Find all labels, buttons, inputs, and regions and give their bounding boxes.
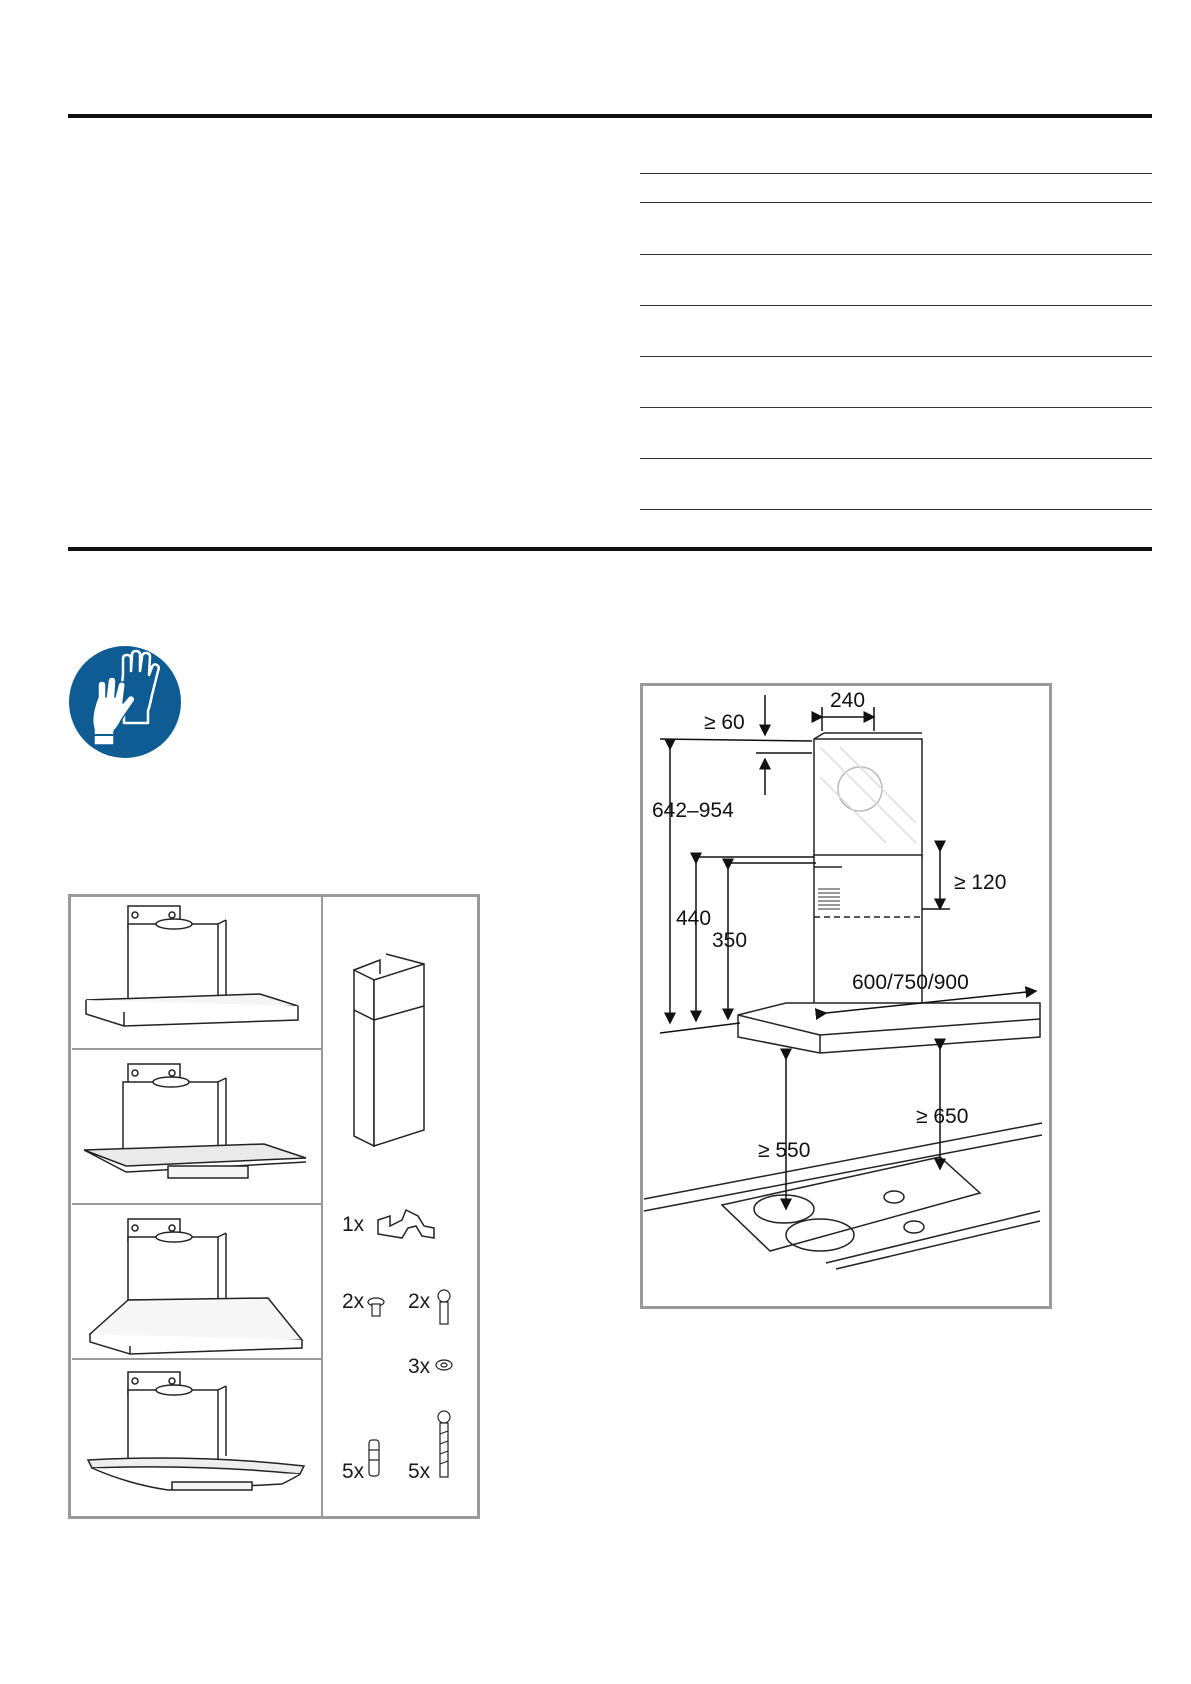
table-rule-1 bbox=[640, 173, 1152, 174]
table-rule-7 bbox=[640, 458, 1152, 459]
table-rule-4 bbox=[640, 305, 1152, 306]
hood-variant-curved bbox=[88, 1372, 304, 1490]
small-screw-icon bbox=[368, 1298, 384, 1316]
qty-long-screw: 5x bbox=[408, 1460, 431, 1483]
table-rule-2 bbox=[640, 202, 1152, 203]
dim-min-overlap: ≥ 120 bbox=[954, 871, 1007, 894]
dim-height-440: 440 bbox=[676, 907, 712, 930]
dim-min-gas: ≥ 650 bbox=[916, 1105, 969, 1128]
gloves-mandatory-icon bbox=[68, 645, 182, 759]
table-rule-6 bbox=[640, 407, 1152, 408]
hood-variant-box bbox=[86, 906, 298, 1026]
qty-small-screw: 2x bbox=[342, 1290, 365, 1313]
dim-min-electric: ≥ 550 bbox=[758, 1139, 811, 1162]
qty-washer: 3x bbox=[408, 1355, 431, 1378]
dim-height-350: 350 bbox=[712, 929, 748, 952]
qty-bracket: 1x bbox=[342, 1213, 365, 1236]
table-rule-8 bbox=[640, 509, 1152, 510]
table-rule-5 bbox=[640, 356, 1152, 357]
installation-dimensions-diagram bbox=[640, 683, 1052, 1309]
chimney-sections-icon bbox=[354, 954, 424, 1146]
bracket-icon bbox=[378, 1210, 434, 1238]
qty-dowel: 5x bbox=[342, 1460, 365, 1483]
dim-widths: 600/750/900 bbox=[852, 971, 969, 994]
hood-canopy bbox=[738, 1003, 1040, 1053]
qty-medium-screw: 2x bbox=[408, 1290, 431, 1313]
hood-variant-pyramid bbox=[90, 1219, 302, 1354]
chimney-upper bbox=[814, 733, 922, 857]
scope-of-delivery-illustration bbox=[68, 894, 480, 1519]
section-rule bbox=[68, 547, 1152, 551]
dim-min-top-gap: ≥ 60 bbox=[704, 711, 745, 734]
chimney-lower bbox=[814, 855, 922, 1025]
table-rule-3 bbox=[640, 254, 1152, 255]
dim-chimney-width: 240 bbox=[830, 689, 866, 712]
long-screw-icon bbox=[438, 1411, 450, 1477]
hob bbox=[644, 1123, 1042, 1269]
hood-variant-glass bbox=[84, 1064, 306, 1178]
dowel-icon bbox=[369, 1440, 379, 1476]
dim-total-height: 642–954 bbox=[652, 799, 734, 822]
medium-screw-icon bbox=[438, 1290, 450, 1324]
washer-icon bbox=[436, 1360, 452, 1370]
top-rule bbox=[68, 114, 1152, 118]
